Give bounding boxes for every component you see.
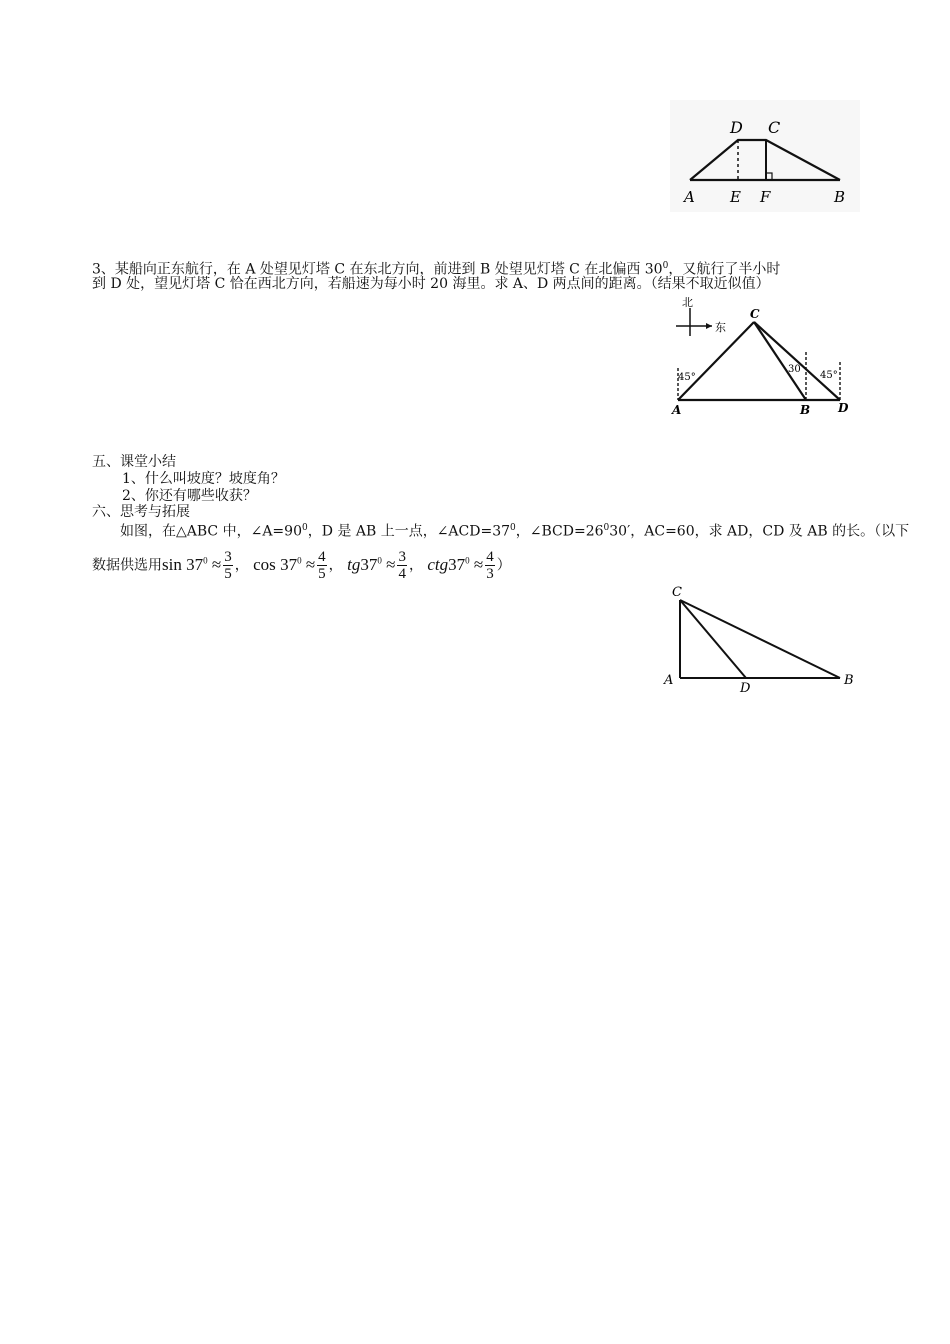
right-triangle-figure: [660, 582, 860, 694]
label-b: B: [844, 673, 854, 688]
degree-sup: 0: [662, 261, 669, 271]
summary-q2: 2、你还有哪些收获？: [122, 488, 257, 504]
label-a: A: [684, 188, 695, 206]
fraction-sin: $\frac{3}{5}$: [224, 549, 232, 583]
problem3-line1-end: ，又航行了半小时: [668, 261, 781, 278]
trapezoid-figure: [670, 100, 860, 212]
fraction-ctg: $\frac{4}{3}$: [486, 549, 494, 583]
label-f: F: [760, 188, 771, 206]
problem-text-d: 30′，AC=60，求 AD，CD 及 AB 的长。（以下: [609, 523, 910, 540]
label-d: D: [740, 681, 751, 694]
east-label: 东: [715, 321, 726, 334]
sup-c: 0: [603, 523, 610, 533]
angle-b-30: 30: [788, 364, 801, 375]
sup-b: 0: [510, 523, 516, 533]
sup-a: 0: [301, 523, 308, 533]
problem-text-b: ，D 是 AB 上一点，∠ACD=37: [307, 523, 511, 540]
label-b: B: [834, 188, 846, 206]
problem3-line2: 到 D 处，望见灯塔 C 恰在西北方向，若船速为每小时 20 海里。求 A、D 两点间的距离。（结果不取近似值）: [92, 276, 770, 292]
problem-text-c: ，∠BCD=26: [515, 523, 604, 540]
north-label: 北: [682, 296, 693, 309]
cos-term: $\cos 37^0$ ≈: [253, 554, 316, 574]
lighthouse-figure: [668, 296, 868, 422]
fraction-tg: $\frac{3}{4}$: [398, 549, 406, 583]
label-c: C: [768, 118, 781, 137]
extension-problem: [120, 518, 909, 542]
angle-d-45: 45°: [820, 370, 838, 381]
problem3-line1-text: 3、某船向正东航行，在 A 处望见灯塔 C 在东北方向，前进到 B 处望见灯塔 C 在北偏西 30: [92, 261, 663, 278]
label-a: A: [672, 403, 682, 417]
sin-term: $\sin 37^0$ ≈: [162, 554, 222, 574]
label-c: C: [750, 307, 760, 321]
label-d: D: [838, 401, 849, 415]
angle-a-45: 45°: [678, 372, 696, 383]
problem-text-a: 如图，在△ABC 中，∠A=90: [120, 523, 302, 540]
ctg-term: $ctg37^0$ ≈: [427, 554, 484, 574]
extension-title: 六、思考与拓展: [92, 504, 190, 520]
trig-values-line: 数据供选用$\sin 37^0$ ≈ $\frac{3}{5}$ ， $\cos 37^0$ ≈ $\frac{4}{5}$ ， $tg37^0$ ≈ $\frac{3}{4}$ ， $ctg37^0$ ≈ $\frac{4}{3}$ ）: [92, 549, 511, 583]
summary-q1: 1、什么叫坡度？坡度角？: [122, 471, 285, 487]
label-b: B: [800, 403, 811, 417]
summary-title: 五、课堂小结: [92, 454, 176, 470]
label-e: E: [730, 188, 741, 206]
data-prefix: 数据供选用: [92, 557, 162, 574]
tg-term: $tg37^0$ ≈: [347, 554, 396, 574]
fraction-cos: $\frac{4}{5}$: [318, 549, 326, 583]
label-c: C: [672, 585, 682, 600]
label-a: A: [664, 673, 674, 688]
label-d: D: [730, 118, 743, 137]
